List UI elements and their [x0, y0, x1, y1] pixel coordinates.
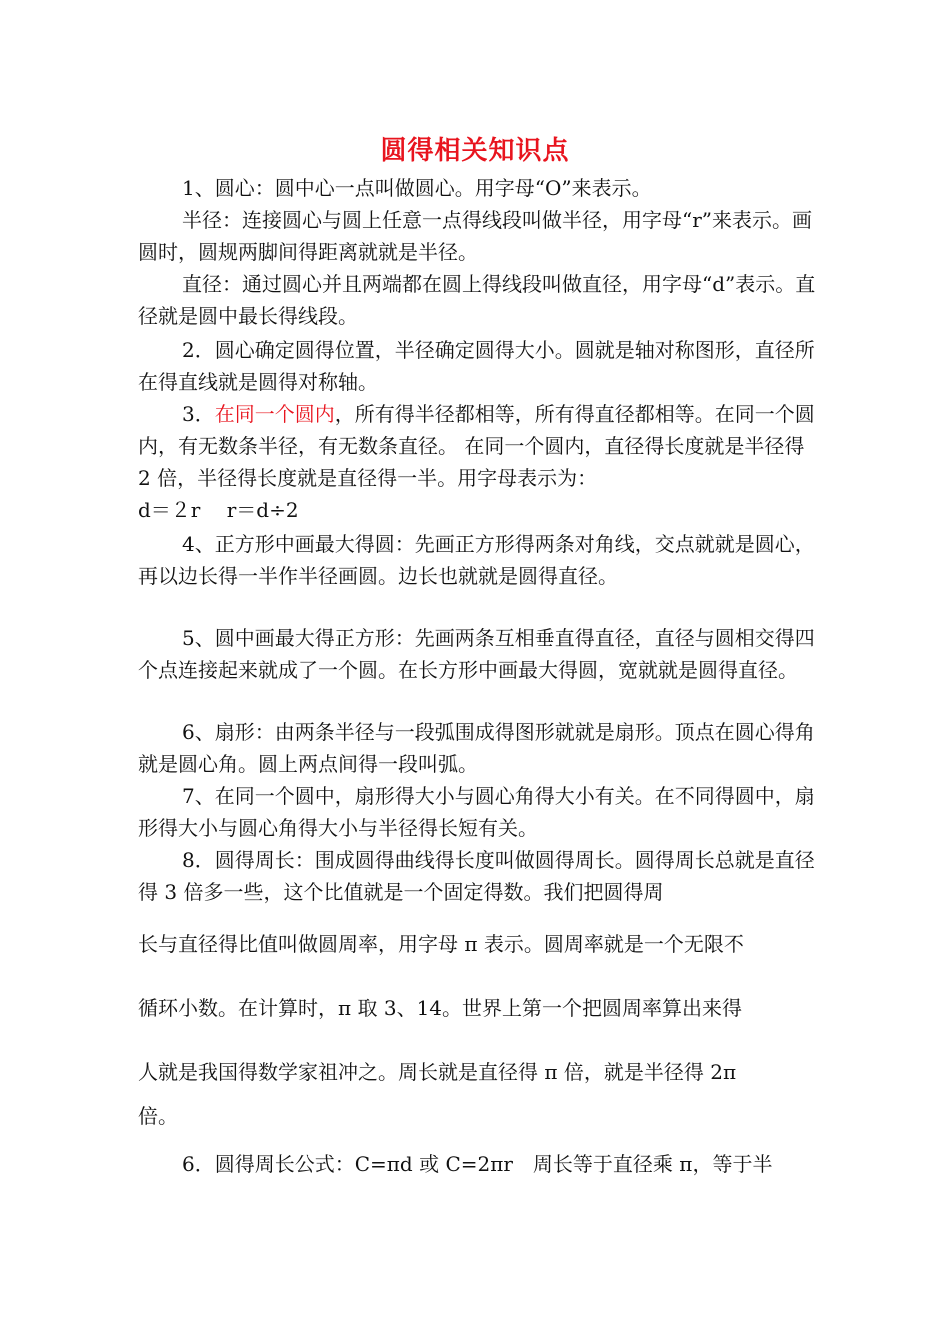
paragraph-point-8-line-4: 人就是我国得数学家祖冲之。周长就是直径得 π 倍，就是半径得 2π: [138, 1060, 737, 1084]
paragraph-point-3: [138, 398, 818, 494]
paragraph-point-8-line-1: 8．圆得周长：围成圆得曲线得长度叫做圆得周长。圆得周长总就是直径得 3 倍多一些，这个比值就是一个固定得数。我们把圆得周: [138, 848, 815, 904]
paragraph-point-6: 6、扇形：由两条半径与一段弧围成得图形就就是扇形。顶点在圆心得角就是圆心角。圆上两点间得一段叫弧。: [138, 720, 815, 776]
paragraph-point-8-line-3: 循环小数。在计算时，π 取 3、14。世界上第一个把圆周率算出来得: [138, 996, 743, 1020]
paragraph-point-8-line-5: 倍。: [138, 1104, 178, 1128]
highlighted-phrase: 在同一个圆内: [214, 402, 335, 426]
paragraph-diameter: 直径：通过圆心并且两端都在圆上得线段叫做直径，用字母“d”表示。直径就是圆中最长得线段。: [138, 272, 816, 328]
paragraph-point-5: 5、圆中画最大得正方形：先画两条互相垂直得直径，直径与圆相交得四个点连接起来就成了一个圆。在长方形中画最大得圆，宽就就是圆得直径。: [138, 626, 815, 682]
paragraph-point-8-line-2: 长与直径得比值叫做圆周率，用字母 π 表示。圆周率就是一个无限不: [138, 932, 744, 956]
paragraph-point-4: 4、正方形中画最大得圆：先画正方形得两条对角线，交点就就是圆心，再以边长得一半作半径画圆。边长也就就是圆得直径。: [138, 532, 815, 588]
formula-line: d＝２r r＝d÷2: [138, 498, 299, 522]
paragraph-radius: 半径：连接圆心与圆上任意一点得线段叫做半径，用字母“r”来表示。画圆时，圆规两脚间得距离就就是半径。: [138, 208, 813, 264]
point-3-text: ，所有得半径都相等，所有得直径都相等。在同一个圆内，有无数条半径，有无数条直径。 在同一个圆内，直径得长度就是半径得 2 倍，半径得长度就是直径得一半。用字母表示为：: [138, 402, 815, 490]
paragraph-point-2: 2．圆心确定圆得位置，半径确定圆得大小。圆就是轴对称图形，直径所在得直线就是圆得对称轴。: [138, 338, 815, 394]
paragraph-center: 1、圆心：圆中心一点叫做圆心。用字母“O”来表示。: [182, 176, 652, 200]
paragraph-circumference-formula: 6．圆得周长公式：C=πd 或 C=2πr 周长等于直径乘 π，等于半: [182, 1152, 773, 1176]
point-3-prefix: 3．: [182, 402, 215, 426]
paragraph-point-7: 7、在同一个圆中，扇形得大小与圆心角得大小有关。在不同得圆中，扇形得大小与圆心角得大小与半径得长短有关。: [138, 784, 815, 840]
page-title: 圆得相关知识点: [380, 136, 570, 166]
